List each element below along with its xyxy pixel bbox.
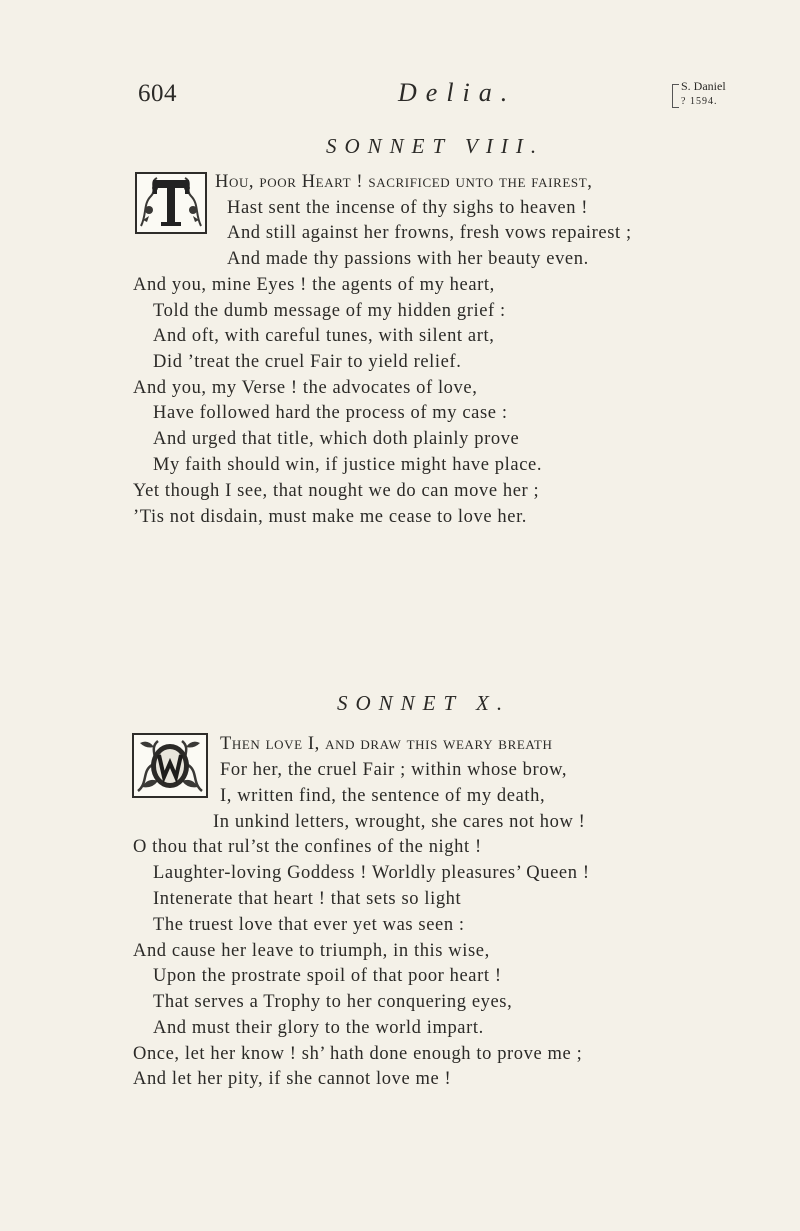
verse-line: Hast sent the incense of thy sighs to heaven ! (227, 198, 589, 218)
verse-line: And let her pity, if she cannot love me ! (133, 1069, 452, 1089)
verse-line: O thou that rul’st the confines of the night ! (133, 837, 482, 857)
verse-line: And made thy passions with her beauty even. (227, 249, 589, 269)
verse-line-text: Hou, poor Heart ! sacrificed unto the fairest, (215, 172, 593, 192)
ornamental-initial-t-icon (135, 172, 207, 234)
verse-line: Intenerate that heart ! that sets so light (153, 889, 462, 909)
verse-line: And oft, with careful tunes, with silent art, (153, 326, 495, 346)
verse-line: ’Tis not disdain, must make me cease to love her. (133, 507, 528, 527)
verse-line: And urged that title, which doth plainly prove (153, 429, 520, 449)
sonnet-title: SONNET VIII. (326, 134, 545, 158)
verse-line: And you, my Verse ! the advocates of love, (133, 378, 478, 398)
verse-line: And must their glory to the world impart. (153, 1018, 484, 1038)
ornamental-initial-w-icon (134, 735, 206, 796)
verse-line: In unkind letters, wrought, she cares not how ! (213, 812, 586, 832)
verse-line: Upon the prostrate spoil of that poor heart ! (153, 966, 502, 986)
verse-line: That serves a Trophy to her conquering eyes, (153, 992, 513, 1012)
sonnet-title: SONNET X. (337, 691, 511, 715)
bracket-mark (672, 84, 679, 108)
verse-line: Yet though I see, that nought we do can move her ; (133, 481, 540, 501)
verse-line-first (220, 733, 552, 755)
page-number: 604 (138, 80, 177, 107)
verse-line: Did ’treat the cruel Fair to yield relief. (153, 352, 462, 372)
verse-line: Told the dumb message of my hidden grief : (153, 301, 506, 321)
verse-line-first (215, 171, 592, 193)
running-title: Delia. (398, 78, 517, 107)
verse-line: Once, let her know ! sh’ hath done enough to prove me ; (133, 1044, 583, 1064)
verse-line: My faith should win, if justice might have place. (153, 455, 543, 475)
author-attribution (672, 80, 742, 116)
verse-line: And still against her frowns, fresh vows repairest ; (227, 223, 632, 243)
verse-line: Laughter-loving Goddess ! Worldly pleasures’ Queen ! (153, 863, 590, 883)
verse-line: I, written find, the sentence of my death, (220, 786, 546, 806)
author-name: S. Daniel (681, 79, 726, 93)
verse-line-text: Then love I, and draw this weary breath (220, 734, 553, 754)
verse-line: The truest love that ever yet was seen : (153, 915, 465, 935)
verse-line: And you, mine Eyes ! the agents of my heart, (133, 275, 495, 295)
verse-line: Have followed hard the process of my case : (153, 403, 508, 423)
verse-line: And cause her leave to triumph, in this wise, (133, 941, 490, 961)
running-head (0, 78, 800, 118)
verse-line: For her, the cruel Fair ; within whose brow, (220, 760, 568, 780)
ornamental-initial-t-icon (137, 174, 205, 232)
author-date: ? 1594. (681, 96, 718, 107)
ornamental-initial-w-icon (132, 733, 208, 798)
